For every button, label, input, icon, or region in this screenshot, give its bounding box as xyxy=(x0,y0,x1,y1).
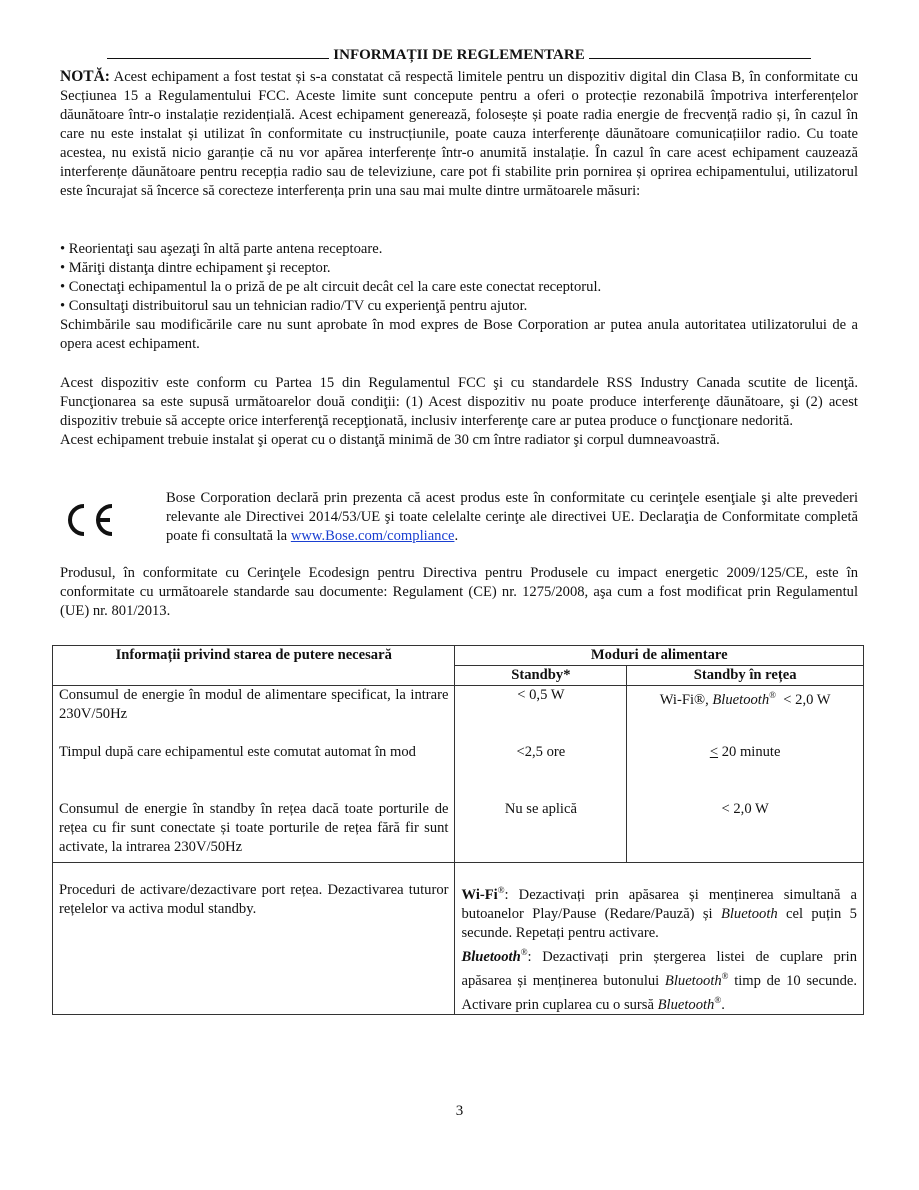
network-value: < 2,0 W xyxy=(775,691,831,708)
row-network xyxy=(627,686,864,743)
ce-end: . xyxy=(454,528,459,544)
bt-text: : Dezactivați prin ștergerea listei de cuplare prin apăsarea și menținerea butonului xyxy=(461,948,857,989)
ce-paragraph xyxy=(166,489,858,546)
ecodesign-paragraph xyxy=(60,564,858,621)
reg-mark: ® xyxy=(497,885,505,895)
bt-text: Bluetooth xyxy=(712,691,770,708)
ce-text: Bose Corporation declară prin prezenta că acest produs este în conformitate cu cerinţele esenţiale şi alte prevederi relevante ale Directivei 2014/53/UE şi toate celelalte cerinţe ale directivei UE. Declaraţia de Conformitate completă poate fi consultată la xyxy=(166,490,858,544)
fcc-paragraph xyxy=(60,374,858,450)
compliance-link[interactable]: www.Bose.com/compliance xyxy=(290,528,455,544)
list-item: • Măriţi distanţa dintre echipament şi receptor. xyxy=(60,260,331,276)
row-network xyxy=(627,743,864,800)
table-row xyxy=(53,743,864,800)
row-standby: Nu se aplică xyxy=(455,800,627,863)
note-paragraph xyxy=(60,67,858,201)
note-text: Acest echipament a fost testat și s-a constatat că respectă limitele pentru un dispozitiv digital din Clasa B, în conformitate cu Secțiunea 15 a Regulamentului FCC. Aceste limite sunt concepute pentru a oferi o protecție rezonabilă împotriva interferențelor dăunătoare într-o instalație rezidențială. Acest echipament generează, folosește și poate radia energie de frecvență radio și, în cazul în care nu este instalat și utilizat în conformitate cu instrucțiunile, poate cauza interferențe dăunătoare comunicațiilor radio. Cu toate acestea, nu există nicio garanție că nu vor apărea interferențe într-o anumită instalație. În cazul în care acest echipament cauzează interferențe dăunătoare pentru recepția radio sau de televiziune, care pot fi stabilite prin pornirea și oprirea echipamentului, utilizatorul este încurajat să încerce să corecteze interferența prin una sau mai multe dintre următoarele măsuri: xyxy=(60,69,859,199)
note-label: NOTĂ: xyxy=(60,68,110,85)
row-label: Timpul după care echipamentul este comutat automat în mod xyxy=(53,743,455,800)
table-row xyxy=(53,800,864,863)
reg-mark: ® xyxy=(769,690,776,700)
row-standby: < 0,5 W xyxy=(455,686,627,743)
row-label: Consumul de energie în modul de alimentare specificat, la intrare 230V/50Hz xyxy=(53,686,455,743)
table-row xyxy=(53,686,864,743)
reg-mark: ® xyxy=(520,946,528,957)
fcc-text: Acest dispozitiv este conform cu Partea 15 din Regulamentul FCC şi cu standardele RSS Industry Canada scutite de licenţă. Funcţionarea sa este supusă următoarelor două condiţii: (1) Acest dispozitiv nu poate produce interferenţe dăunătoare, şi (2) acest dispozitiv trebuie să accepte orice interferenţă recepţionată, inclusiv interferenţe care ar putea produce o funcţionare nedorită. xyxy=(60,375,858,429)
list-item: • Reorientaţi sau aşezaţi în altă parte antena receptoare. xyxy=(60,241,383,257)
bt-label: Bluetooth xyxy=(461,948,521,965)
wifi-text-2: cel puțin 5 secunde. Repetați pentru activare. xyxy=(461,905,857,941)
wifi-label: Wi-Fi xyxy=(461,886,498,903)
bt-italic: Bluetooth xyxy=(664,972,722,989)
header-info: Informații privind starea de putere necesară xyxy=(53,646,455,686)
reg-mark: ® xyxy=(714,994,722,1005)
wifi-text: Wi-Fi®, xyxy=(659,691,713,708)
power-state-table xyxy=(52,645,864,1015)
ecodesign-text: Produsul, în conformitate cu Cerinţele Ecodesign pentru Directiva pentru Produsele cu impact energetic 2009/125/CE, este în conformitate cu următoarele standarde sau documente: Regulament (CE) nr. 1275/2008, aşa cum a fost modificat prin Regulamentul (UE) nr. 801/2013. xyxy=(60,565,858,619)
ce-mark-icon xyxy=(58,500,118,540)
header-modes: Moduri de alimentare xyxy=(455,646,864,666)
page-number: 3 xyxy=(455,1103,464,1119)
bt-end: . xyxy=(721,996,725,1013)
table-row-procedure xyxy=(53,863,864,1015)
wifi-text: : Dezactivați prin apăsarea și menținerea simultană a butoanelor Play/Pause (Redare/Pauză) și xyxy=(461,886,857,922)
changes-paragraph: Schimbările sau modificările care nu sunt aprobate în mod expres de Bose Corporation ar putea anula autoritatea utilizatorului de a opera acest echipament. xyxy=(60,317,858,352)
header-standby: Standby* xyxy=(455,666,627,686)
row-standby: <2,5 ore xyxy=(455,743,627,800)
network-value: 20 minute xyxy=(718,743,781,760)
measures-list xyxy=(60,240,858,354)
list-item: • Conectaţi echipamentul la o priză de pe alt circuit decât cel la care este conectat receptorul. xyxy=(60,279,602,295)
title-text: INFORMAȚII DE REGLEMENTARE xyxy=(333,47,585,63)
bt-italic: Bluetooth xyxy=(720,905,778,922)
reg-mark: ® xyxy=(721,970,729,981)
procedure-label: Proceduri de activare/dezactivare port rețea. Dezactivarea tuturor rețelelor va activa modul standby. xyxy=(53,863,455,1015)
le-sign: < xyxy=(709,743,719,760)
bt-text-2: timp de 10 secunde. Activare prin cuplarea cu o sursă xyxy=(461,972,857,1013)
bt-italic: Bluetooth xyxy=(657,996,715,1013)
row-network: < 2,0 W xyxy=(627,800,864,863)
header-network: Standby în rețea xyxy=(627,666,864,686)
distance-text: Acest echipament trebuie instalat şi operat cu o distanţă minimă de 30 cm între radiator şi corpul dumneavoastră. xyxy=(60,432,720,448)
section-title xyxy=(60,46,858,65)
list-item: • Consultaţi distribuitorul sau un tehnician radio/TV cu experienţă pentru ajutor. xyxy=(60,298,528,314)
procedure-text xyxy=(455,863,864,1015)
row-label: Consumul de energie în standby în rețea dacă toate porturile de rețea cu fir sunt conectate și toate porturile de rețea fără fir sunt activate, la intrarea 230V/50Hz xyxy=(53,800,455,863)
